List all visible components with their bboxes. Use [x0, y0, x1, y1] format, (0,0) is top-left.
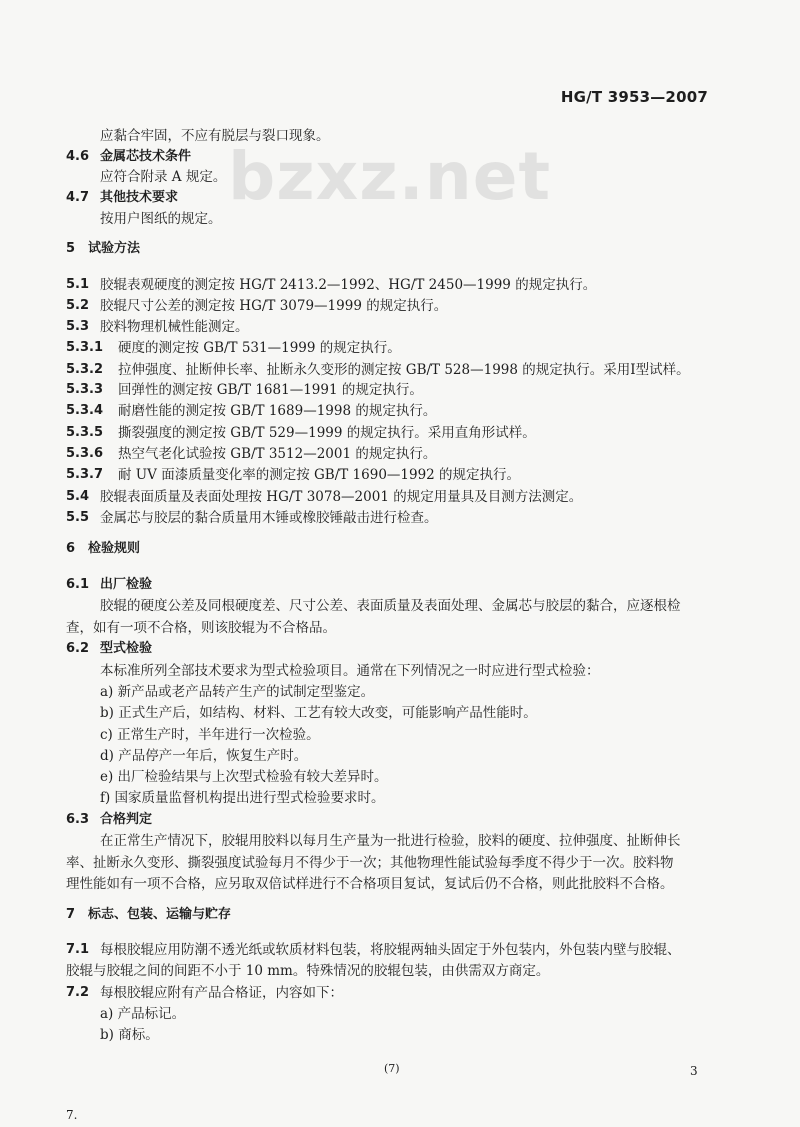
clause-number: 5.3.2	[66, 362, 104, 377]
clause-number: 5.4	[66, 489, 90, 504]
clause-text: 耐磨性能的测定按 GB/T 1689—1998 的规定执行。	[118, 403, 437, 419]
clause-text: d) 产品停产一年后，恢复生产时。	[100, 748, 308, 764]
clause-text: 每根胶辊应附有产品合格证，内容如下：	[100, 985, 343, 1001]
clause-number: 6.2	[66, 641, 90, 656]
clause-text: 本标准所列全部技术要求为型式检验项目。通常在下列情况之一时应进行型式检验：	[100, 663, 600, 679]
clause-number: 5.3.5	[66, 425, 104, 440]
clause-text: 撕裂强度的测定按 GB/T 529—1999 的规定执行。采用直角形试样。	[118, 425, 536, 441]
page-number: 3	[690, 1064, 698, 1078]
clause-text: 回弹性的测定按 GB/T 1681—1991 的规定执行。	[118, 382, 423, 398]
clause-number: 5.1	[66, 277, 90, 292]
clause-number: 5.3.4	[66, 403, 104, 418]
clause-number: 4.7	[66, 190, 90, 205]
clause-text: e) 出厂检验结果与上次型式检验有较大差异时。	[100, 769, 388, 785]
clause-number: 5.3.1	[66, 340, 104, 355]
clause-number: 5.3	[66, 319, 90, 334]
watermark: bzxz.net	[228, 138, 552, 215]
clause-number: 5.2	[66, 298, 90, 313]
clause-number: 6.1	[66, 577, 90, 592]
clause-text: 热空气老化试验按 GB/T 3512—2001 的规定执行。	[118, 446, 437, 462]
clause-heading: 试验方法	[88, 241, 141, 256]
clause-text: 应黏合牢固，不应有脱层与裂口现象。	[100, 128, 330, 144]
clause-text: a) 产品标记。	[100, 1006, 186, 1022]
footer-page-mark: (7)	[384, 1062, 400, 1075]
clause-number: 4.6	[66, 149, 90, 164]
clause-text: 查，如有一项不合格，则该胶辊为不合格品。	[66, 620, 336, 636]
clause-text: 拉伸强度、扯断伸长率、扯断永久变形的测定按 GB/T 528—1998 的规定执行。采用Ⅰ型试样。	[118, 362, 690, 378]
clause-heading: 其他技术要求	[100, 190, 179, 205]
clause-number: 5	[66, 241, 76, 256]
clause-text: 胶辊表面质量及表面处理按 HG/T 3078—2001 的规定用量具及目测方法测定。	[100, 489, 583, 505]
clause-text: f) 国家质量监督机构提出进行型式检验要求时。	[100, 790, 385, 806]
clause-heading: 出厂检验	[100, 577, 153, 592]
clause-number: 6.3	[66, 812, 90, 827]
clause-number: 5.3.7	[66, 467, 104, 482]
clause-number: 6	[66, 541, 76, 556]
clause-number: 5.3.3	[66, 382, 104, 397]
clause-text: 耐 UV 面漆质量变化率的测定按 GB/T 1690—1992 的规定执行。	[118, 467, 521, 483]
clause-text: b) 商标。	[100, 1027, 159, 1043]
standard-number: HG/T 3953—2007	[560, 88, 708, 106]
clause-text: 胶料物理机械性能测定。	[100, 319, 249, 335]
clause-text: a) 新产品或老产品转产生产的试制定型鉴定。	[100, 684, 375, 700]
clause-text: b) 正式生产后，如结构、材料、工艺有较大改变，可能影响产品性能时。	[100, 705, 537, 721]
clause-text: 每根胶辊应用防潮不透光纸或软质材料包装，将胶辊两轴头固定于外包装内，外包装内壁与胶辊、	[100, 942, 681, 958]
clause-text: 胶辊的硬度公差及同根硬度差、尺寸公差、表面质量及表面处理、金属芯与胶层的黏合，应逐根检	[100, 598, 681, 614]
clause-text: 胶辊与胶辊之间的间距不小于 10 mm。特殊情况的胶辊包装，由供需双方商定。	[66, 963, 550, 979]
clause-number: 5.3.6	[66, 446, 104, 461]
clause-text: 硬度的测定按 GB/T 531—1999 的规定执行。	[118, 340, 401, 356]
clause-text: 应符合附录 A 规定。	[100, 169, 227, 185]
clause-text: 在正常生产情况下，胶辊用胶料以每月生产量为一批进行检验，胶料的硬度、拉伸强度、扯断伸长	[100, 833, 681, 849]
clause-heading: 合格判定	[100, 812, 153, 827]
footer-corner-mark: 7.	[66, 1108, 78, 1122]
clause-text: 金属芯与胶层的黏合质量用木锤或橡胶锤敲击进行检查。	[100, 510, 438, 526]
clause-heading: 检验规则	[88, 541, 141, 556]
clause-text: 理性能如有一项不合格，应另取双倍试样进行不合格项目复试，复试后仍不合格，则此批胶料不合格。	[66, 876, 674, 892]
clause-number: 7.1	[66, 942, 90, 957]
clause-text: 率、扯断永久变形、撕裂强度试验每月不得少于一次；其他物理性能试验每季度不得少于一次。胶料物	[66, 855, 674, 871]
clause-text: 胶辊表观硬度的测定按 HG/T 2413.2—1992、HG/T 2450—1999 的规定执行。	[100, 277, 597, 293]
clause-heading: 标志、包装、运输与贮存	[88, 907, 232, 922]
clause-text: 胶辊尺寸公差的测定按 HG/T 3079—1999 的规定执行。	[100, 298, 448, 314]
clause-text: 按用户图纸的规定。	[100, 211, 222, 227]
clause-heading: 金属芯技术条件	[100, 149, 192, 164]
clause-number: 5.5	[66, 510, 90, 525]
clause-heading: 型式检验	[100, 641, 153, 656]
clause-number: 7.2	[66, 985, 90, 1000]
clause-text: c) 正常生产时，半年进行一次检验。	[100, 727, 320, 743]
clause-number: 7	[66, 907, 76, 922]
